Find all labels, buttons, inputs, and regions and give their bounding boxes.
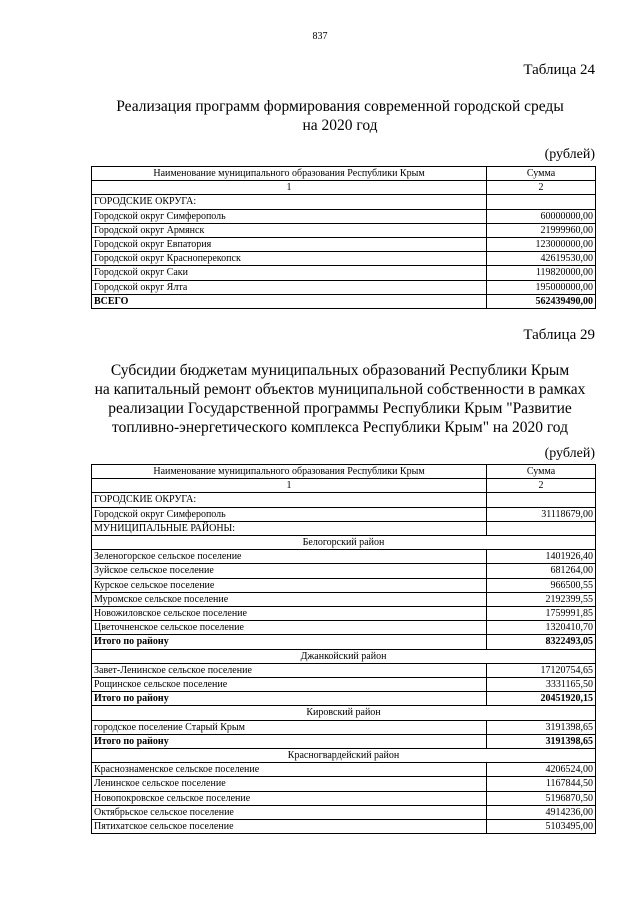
settlement-name: Новопокровское сельское поселение (92, 791, 487, 805)
table24 (91, 166, 596, 309)
municipality-name: Городской округ Красноперекопск (92, 252, 487, 266)
column-number: 1 (92, 181, 487, 195)
table29-title-line: на капитальный ремонт объектов муниципальной собственности в рамках (94, 381, 586, 398)
district-total-amount: 3191398,65 (487, 734, 596, 748)
district-total-row (92, 635, 596, 649)
settlement-name: Зеленогорское сельское поселение (92, 550, 487, 564)
column-header-name: Наименование муниципального образования Республики Крым (92, 465, 487, 479)
table-row (92, 720, 596, 734)
section-row (92, 521, 596, 535)
total-label: ВСЕГО (92, 294, 487, 308)
amount: 1320410,70 (487, 621, 596, 635)
table24-header-row (92, 167, 596, 181)
amount: 119820000,00 (487, 266, 596, 280)
settlement-name: Октябрьское сельское поселение (92, 805, 487, 819)
district-total-amount: 8322493,05 (487, 635, 596, 649)
municipality-name: Городской округ Саки (92, 266, 487, 280)
amount: 1401926,40 (487, 550, 596, 564)
table29-unit: (рублей) (544, 446, 595, 461)
table24-section-row (92, 195, 596, 209)
district-total-row (92, 734, 596, 748)
table29 (91, 464, 596, 834)
table-row (92, 592, 596, 606)
amount: 3331165,50 (487, 678, 596, 692)
table-row (92, 820, 596, 834)
municipality-name: Городской округ Армянск (92, 223, 487, 237)
settlement-name: Зуйское сельское поселение (92, 564, 487, 578)
table24-label: Таблица 24 (523, 62, 595, 78)
amount: 60000000,00 (487, 209, 596, 223)
table29-title-line: реализации Государственной программы Республики Крым "Развитие (108, 400, 572, 417)
empty-cell (487, 493, 596, 507)
district-total-label: Итого по району (92, 635, 487, 649)
table29-label: Таблица 29 (523, 327, 595, 343)
table-row (92, 678, 596, 692)
district-total-amount: 20451920,15 (487, 692, 596, 706)
settlement-name: Муромское сельское поселение (92, 592, 487, 606)
amount: 123000000,00 (487, 238, 596, 252)
total-row (92, 294, 596, 308)
municipality-name: Городской округ Ялта (92, 280, 487, 294)
table29-section-row (92, 493, 596, 507)
district-header-row (92, 536, 596, 550)
table-row (92, 663, 596, 677)
settlement-name: Курское сельское поселение (92, 578, 487, 592)
table-row (92, 550, 596, 564)
table24-title-line: на 2020 год (302, 117, 378, 134)
district-header-row (92, 706, 596, 720)
district-header-row (92, 749, 596, 763)
table-row (92, 223, 596, 237)
table-row (92, 578, 596, 592)
district-name: Кировский район (92, 706, 596, 720)
settlement-name: Завет-Ленинское сельское поселение (92, 663, 487, 677)
empty-cell (487, 521, 596, 535)
amount: 5196870,50 (487, 791, 596, 805)
district-name: Красногвардейский район (92, 749, 596, 763)
amount: 2192399,55 (487, 592, 596, 606)
district-header-row (92, 649, 596, 663)
column-number: 2 (487, 479, 596, 493)
amount: 4206524,00 (487, 763, 596, 777)
settlement-name: городское поселение Старый Крым (92, 720, 487, 734)
table-row (92, 280, 596, 294)
district-name: Белогорский район (92, 536, 596, 550)
amount: 17120754,65 (487, 663, 596, 677)
section-label: ГОРОДСКИЕ ОКРУГА: (92, 195, 487, 209)
amount: 1167844,50 (487, 777, 596, 791)
table-row (92, 266, 596, 280)
section-label: МУНИЦИПАЛЬНЫЕ РАЙОНЫ: (92, 521, 487, 535)
table29-number-row (92, 479, 596, 493)
column-header-sum: Сумма (487, 465, 596, 479)
settlement-name: Новожиловское сельское поселение (92, 607, 487, 621)
amount: 681264,00 (487, 564, 596, 578)
table24-title-line: Реализация программ формирования современной городской среды (116, 98, 564, 115)
table-row (92, 791, 596, 805)
page-number: 837 (312, 31, 328, 42)
table-row (92, 805, 596, 819)
amount: 195000000,00 (487, 280, 596, 294)
column-number: 1 (92, 479, 487, 493)
settlement-name: Цветочненское сельское поселение (92, 621, 487, 635)
amount: 5103495,00 (487, 820, 596, 834)
table24-number-row (92, 181, 596, 195)
table-row (92, 238, 596, 252)
section-label: ГОРОДСКИЕ ОКРУГА: (92, 493, 487, 507)
municipality-name: Городской округ Симферополь (92, 507, 487, 521)
settlement-name: Ленинское сельское поселение (92, 777, 487, 791)
district-total-row (92, 692, 596, 706)
amount: 3191398,65 (487, 720, 596, 734)
settlement-name: Краснознаменское сельское поселение (92, 763, 487, 777)
table-row (92, 564, 596, 578)
amount: 4914236,00 (487, 805, 596, 819)
column-number: 2 (487, 181, 596, 195)
amount: 1759991,85 (487, 607, 596, 621)
column-header-sum: Сумма (487, 167, 596, 181)
table29-title-line: Субсидии бюджетам муниципальных образований Республики Крым (110, 362, 570, 379)
amount: 966500,55 (487, 578, 596, 592)
settlement-name: Пятихатское сельское поселение (92, 820, 487, 834)
column-header-name: Наименование муниципального образования Республики Крым (92, 167, 487, 181)
district-total-label: Итого по району (92, 692, 487, 706)
table-row (92, 252, 596, 266)
table-row (92, 607, 596, 621)
district-name: Джанкойский район (92, 649, 596, 663)
table24-unit: (рублей) (544, 147, 595, 162)
table-row (92, 507, 596, 521)
table-row (92, 777, 596, 791)
empty-cell (487, 195, 596, 209)
amount: 42619530,00 (487, 252, 596, 266)
table-row (92, 209, 596, 223)
district-total-label: Итого по району (92, 734, 487, 748)
table24-title (70, 97, 610, 135)
table-row (92, 763, 596, 777)
table29-header-row (92, 465, 596, 479)
table-row (92, 621, 596, 635)
municipality-name: Городской округ Евпатория (92, 238, 487, 252)
settlement-name: Рощинское сельское поселение (92, 678, 487, 692)
amount: 31118679,00 (487, 507, 596, 521)
amount: 21999960,00 (487, 223, 596, 237)
municipality-name: Городской округ Симферополь (92, 209, 487, 223)
total-amount: 562439490,00 (487, 294, 596, 308)
table29-title (70, 361, 610, 437)
table29-title-line: топливно-энергетического комплекса Республики Крым" на 2020 год (112, 419, 568, 436)
